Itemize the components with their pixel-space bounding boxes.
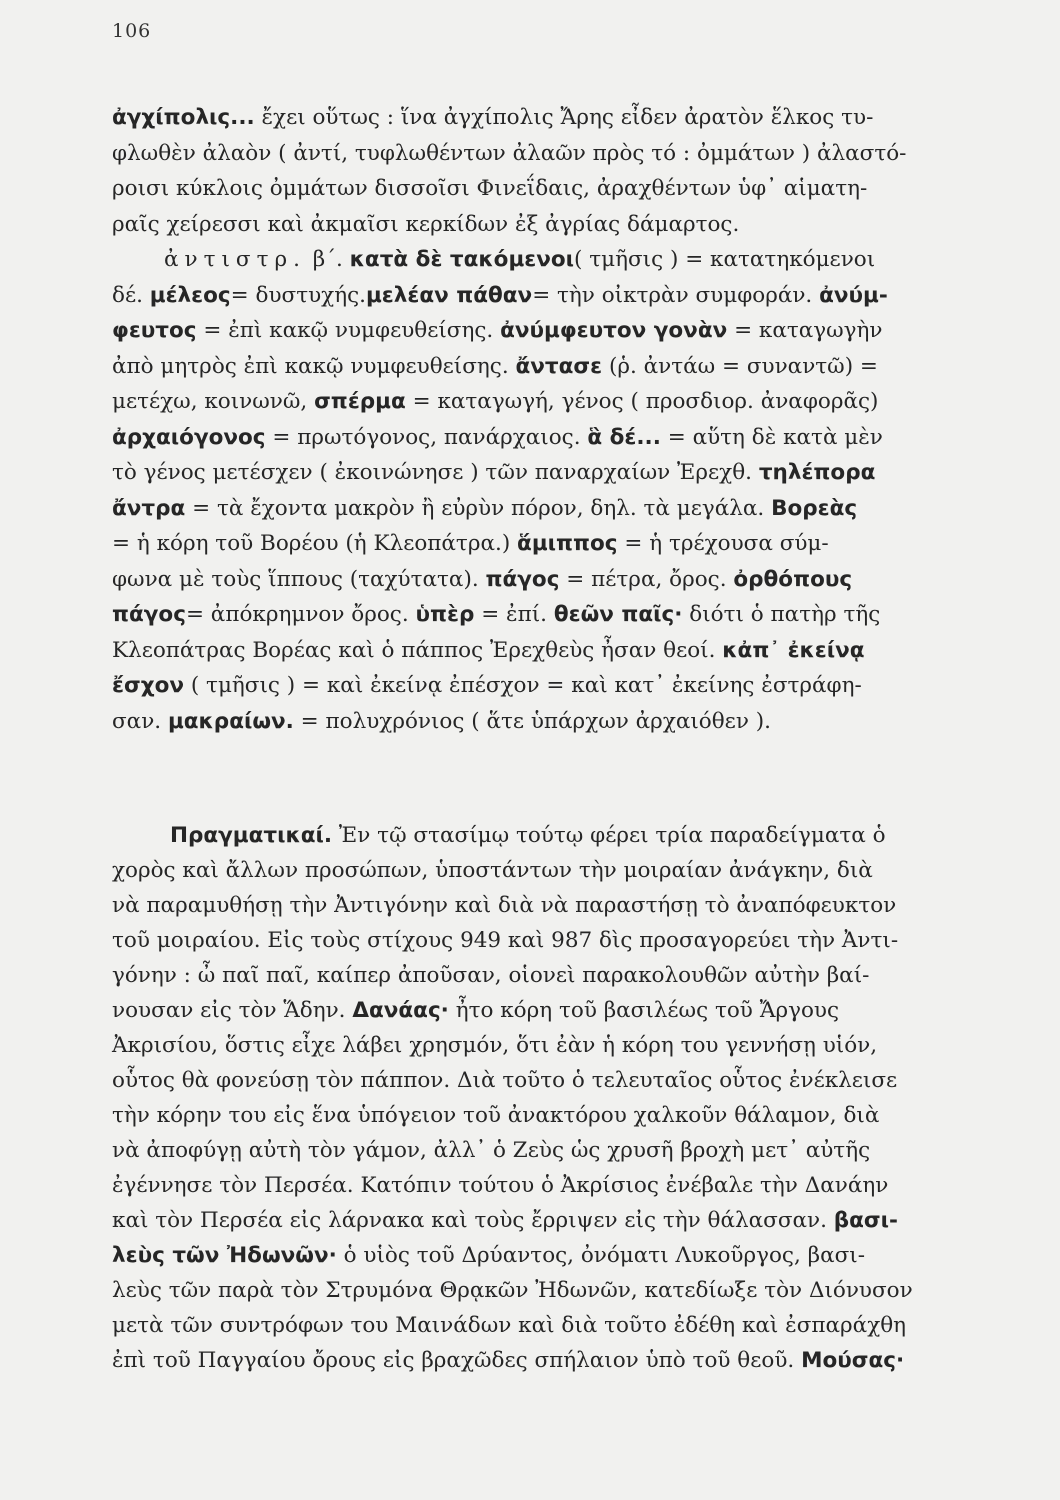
text-segment: = ἐπὶ κακῷ νυμφευθείσης. [196,318,501,343]
text-segment: ἀντιστρ. [164,247,306,272]
lemma-term: φευτος [112,318,197,343]
lemma-term: μακραίων. [167,708,294,734]
text-segment: = καταγωγή, γένος ( προσδιορ. ἀναφορᾶς) [405,389,879,414]
lemma-term: ὀρθόπους [733,566,853,592]
text-line [112,136,970,172]
text-line [112,1308,970,1343]
page-number: 106 [112,20,152,42]
text-segment: διότι ὁ πατὴρ τῆς [682,602,881,627]
text-line [112,704,970,740]
text-segment: ἐπὶ τοῦ Παγγαίου ὄρους εἰς βραχῶδες σπήλαιον ὑπὸ τοῦ θεοῦ. [112,1348,802,1373]
text-segment: ( τμῆσις ) = κατατηκόμενοι [574,247,876,272]
text-line [112,1063,970,1098]
text-segment: = τὰ ἔχοντα μακρὸν ἢ εὐρὺν πόρον, δηλ. τὰ μεγάλα. [185,495,772,521]
lemma-term: ἔσχον [112,673,184,698]
lemma-term: ἀγχίπολις... [112,105,255,130]
text-line [112,242,970,278]
text-segment: τὸ γένος μετέσχεν ( ἐκοινώνησε ) τῶν παναρχαίων Ἐρεχθ. [112,460,759,485]
text-segment: β΄. [305,247,350,272]
lemma-term: τηλέπορα [758,460,876,485]
text-segment: νὰ παραμυθήσῃ τὴν Ἀντιγόνην καὶ διὰ νὰ παραστήσῃ τὸ ἀναπόφευκτον [112,893,897,918]
text-segment: (ῥ. ἀντάω = συναντῶ) = [602,353,878,379]
text-segment: λεὺς τῶν παρὰ τὸν Στρυμόνα Θρᾳκῶν Ἠδωνῶν, κατεδίωξε τὸν Διόνυσον [112,1278,913,1303]
lemma-term: Πραγματικαί. [170,823,333,848]
text-line [112,1203,970,1238]
lemma-term: σπέρμα [314,389,406,414]
text-line [112,349,970,385]
lemma-term: ἀρχαιόγονος [112,424,266,450]
text-segment: ἔχει οὕτως : ἵνα ἀγχίπολις Ἄρης εἶδεν ἀρατὸν ἕλκος τυ- [254,105,874,130]
text-segment: = ἡ τρέχουσα σύμ- [617,531,829,556]
text-segment: φωνα μὲ τοὺς ἵππους (ταχύτατα). [112,566,486,592]
lemma-term: ἅμιππος [517,531,618,556]
text-line [112,888,970,923]
text-line [112,958,970,993]
text-line [112,384,970,420]
text-line [112,1273,970,1308]
lemma-term: ὑπὲρ [415,602,475,627]
text-segment: Κλεοπάτρας Βορέας καὶ ὁ πάππος Ἐρεχθεὺς ἦσαν θεοί. [112,637,723,663]
text-segment: οὗτος θὰ φονεύσῃ τὸν πάππον. Διὰ τοῦτο ὁ τελευταῖος οὗτος ἐνέκλεισε [112,1068,898,1093]
text-line [112,1133,970,1168]
text-segment: ἀπὸ μητρὸς ἐπὶ κακῷ νυμφευθείσης. [112,353,516,379]
text-segment: ὁ υἱὸς τοῦ Δρύαντος, ὀνόματι Λυκοῦργος, βασι- [336,1243,865,1268]
text-segment: = ἐπί. [474,602,554,627]
text-line [112,278,970,314]
text-line [112,1098,970,1133]
text-line [112,171,970,207]
text-line [112,597,970,633]
text-segment: ἐγέννησε τὸν Περσέα. Κατόπιν τούτου ὁ Ἀκρίσιος ἐνέβαλε τὴν Δανάην [112,1173,889,1198]
lemma-term: θεῶν παῖς· [553,602,683,627]
lemma-term: ἀνύμ- [819,282,888,308]
text-line [112,1343,970,1378]
pragmatic-notes-section [112,818,970,1378]
commentary-section [112,100,970,739]
text-segment: μετὰ τῶν συντρόφων του Μαινάδων καὶ διὰ τοῦτο ἐδέθη καὶ ἐσπαράχθη [112,1313,907,1338]
text-segment: νὰ ἀποφύγῃ αὐτὴ τὸν γάμον, ἀλλ᾽ ὁ Ζεὺς ὡς χρυσῆ βροχὴ μετ᾽ αὐτῆς [112,1138,871,1163]
text-segment: = ἡ κόρη τοῦ Βορέου (ἡ Κλεοπάτρα.) [112,531,518,556]
lemma-term: μέλεος [149,282,231,308]
text-segment: γόνην : ὦ παῖ παῖ, καίπερ ἀποῦσαν, οἱονεὶ παρακολουθῶν αὐτὴν βαί- [112,963,870,988]
text-segment: Ἀκρισίου, ὅστις εἶχε λάβει χρησμόν, ὅτι ἐὰν ἡ κόρη του γεννήσῃ υἱόν, [112,1033,878,1058]
lemma-term: Μούσας· [801,1348,905,1373]
text-line [112,1238,970,1273]
text-segment: = δυστυχής. [230,282,366,308]
lemma-term: ἄντασε [515,353,603,379]
text-segment: = πολυχρόνιος ( ἅτε ὑπάρχων ἀρχαιόθεν ). [293,708,771,734]
text-segment: ( τμῆσις ) = καὶ ἐκείνᾳ ἐπέσχον = καὶ κατ᾽ ἐκείνης ἐστράφη- [184,673,862,698]
text-line [112,1028,970,1063]
text-line [112,818,970,853]
text-segment: ροισι κύκλοις ὀμμάτων δισσοῖσι Φινεΐδαις, ἀραχθέντων ὑφ᾽ αἱματη- [112,176,868,201]
text-line [112,313,970,349]
text-line [112,562,970,598]
text-segment: = αὕτη δὲ κατὰ μὲν [660,424,883,450]
lemma-term: πάγος [112,602,186,627]
text-segment: δέ. [112,282,150,308]
text-segment: νουσαν εἰς τὸν Ἅδην. [112,998,353,1023]
lemma-term: βασι- [833,1208,898,1233]
text-segment: μετέχω, κοινωνῶ, [112,389,315,414]
text-line [112,420,970,456]
lemma-term: ἄντρα [112,495,186,521]
text-segment: Ἐν τῷ στασίμῳ τούτῳ φέρει τρία παραδείγματα ὁ [332,823,886,848]
lemma-term: λεὺς τῶν Ἠδωνῶν· [112,1243,337,1268]
text-segment: = τὴν οἰκτρὰν συμφοράν. [532,282,820,308]
lemma-term: πάγος [485,566,560,592]
text-segment: χορὸς καὶ ἄλλων προσώπων, ὑποστάντων τὴν μοιραίαν ἀνάγκην, διὰ [112,858,873,883]
text-line [112,526,970,562]
text-segment: = καταγωγὴν [727,318,883,343]
lemma-term: μελέαν πάθαν [365,282,533,308]
lemma-term: ἃ δέ... [587,424,661,450]
text-segment: τοῦ μοιραίου. Εἰς τοὺς στίχους 949 καὶ 987 δὶς προσαγορεύει τὴν Ἀντι- [112,928,899,953]
text-line [112,491,970,527]
lemma-term: ἀνύμφευτον γονὰν [500,318,728,343]
lemma-term: κατὰ δὲ τακόμενοι [349,247,575,272]
lemma-term: Βορεὰς [771,495,858,521]
text-line [112,455,970,491]
text-segment: τὴν κόρην του εἰς ἕνα ὑπόγειον τοῦ ἀνακτόρου χαλκοῦν θάλαμον, διὰ [112,1103,880,1128]
text-segment: σαν. [112,708,168,734]
lemma-term: Δανάας· [352,998,449,1023]
text-segment: ἦτο κόρη τοῦ βασιλέως τοῦ Ἄργους [448,998,840,1023]
text-line [112,993,970,1028]
text-line [112,100,970,136]
text-line [112,923,970,958]
text-segment: = πρωτόγονος, πανάρχαιος. [265,424,588,450]
lemma-term: κἀπ᾽ ἐκείνᾳ [722,637,865,663]
text-line [112,207,970,243]
text-segment: = πέτρα, ὄρος. [559,566,734,592]
text-segment: ραῖς χείρεσσι καὶ ἀκμαῖσι κερκίδων ἐξ ἀγρίας δάμαρτος. [112,211,740,237]
text-segment: φλωθὲν ἀλαὸν ( ἀντί, τυφλωθέντων ἀλαῶν πρὸς τό : ὀμμάτων ) ἀλαστό- [112,140,907,166]
text-line [112,668,970,704]
text-line [112,633,970,669]
text-line [112,1168,970,1203]
text-segment: καὶ τὸν Περσέα εἰς λάρνακα καὶ τοὺς ἔρριψεν εἰς τὴν θάλασσαν. [112,1208,834,1233]
text-segment: = ἀπόκρημνον ὄρος. [185,602,416,627]
text-line [112,853,970,888]
